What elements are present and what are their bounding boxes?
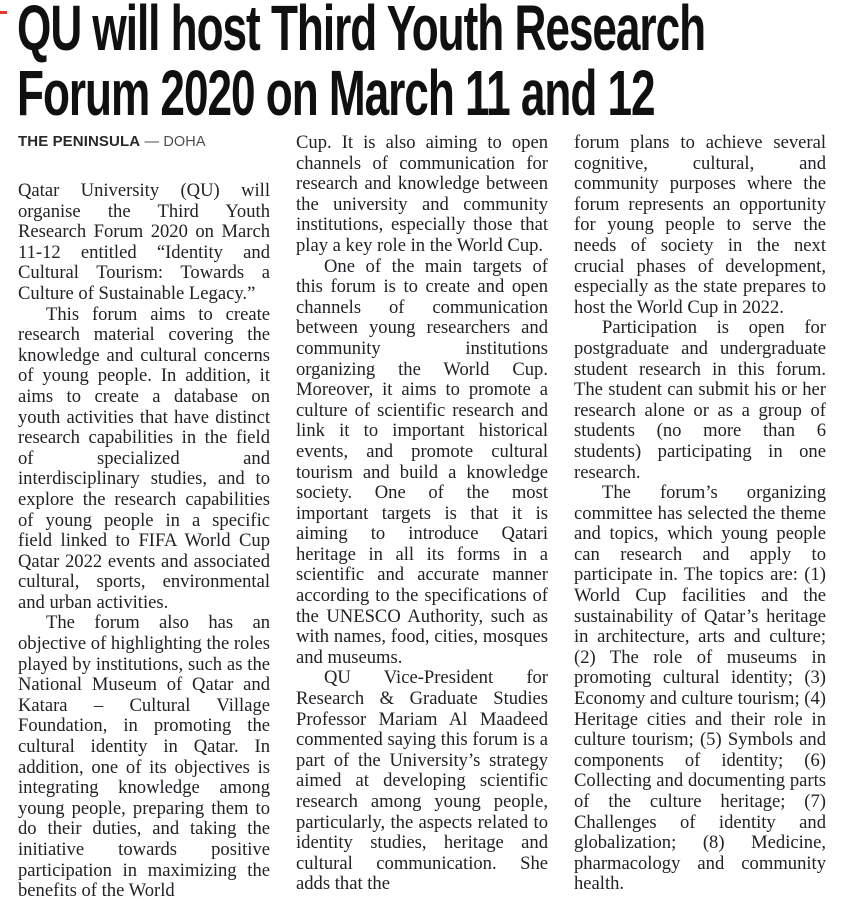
headline-line-1: QU will host Third Youth Research bbox=[17, 0, 706, 64]
paragraph: QU Vice-President for Research & Graduate Studies Professor Mariam Al Maadeed commented saying this forum is a part of the University’s strategy aimed at developing scientific research among young people, particularly, the aspects related to identity studies, heritage and cultural communication. She adds that the bbox=[296, 667, 548, 895]
byline-separator: — bbox=[144, 134, 160, 150]
paragraph: forum plans to achieve several cognitive, cultural, and community purposes where the forum represents an opportunity for young people to serve the needs of society in the next crucial phases of development, especially as the state prepares to host the World Cup in 2022. bbox=[574, 132, 826, 318]
paragraph: Participation is open for postgraduate and undergraduate student research in this forum. The student can submit his or her research alone or as a group of students (no more than 6 students) participating in one research. bbox=[574, 317, 826, 483]
column-3 bbox=[574, 133, 826, 902]
paragraph: The forum also has an objective of highlighting the roles played by institutions, such as the National Museum of Qatar and Katara – Cultural Village Foundation, in promoting the cultural identity in Qatar. In addition, one of its objectives is integrating knowledge among young people, preparing them to do their duties, and taking the initiative towards positive participation in maximizing the benefits of the World bbox=[18, 612, 270, 902]
paragraph: This forum aims to create research material covering the knowledge and cultural concerns of young people. In addition, it aims to create a database on youth activities that have distinct research capabilities in the field of specialized and interdisciplinary studies, and to explore the research capabilities of young people in a specific field linked to FIFA World Cup Qatar 2022 events and associated cultural, sports, environmental and urban activities. bbox=[18, 303, 270, 613]
byline bbox=[18, 133, 270, 151]
paragraph: Qatar University (QU) will organise the Third Youth Research Forum 2020 on March 11-12 entitled “Identity and Cultural Tourism: Towards a Culture of Sustainable Legacy.” bbox=[18, 180, 270, 304]
article-body bbox=[18, 133, 826, 902]
column-2 bbox=[296, 133, 548, 902]
article-headline bbox=[17, 0, 706, 129]
byline-source: THE PENINSULA bbox=[18, 133, 141, 150]
red-crop-mark bbox=[0, 11, 7, 14]
paragraph: Cup. It is also aiming to open channels of communication for research and knowledge between the university and community institutions, especially those that play a key role in the World Cup. bbox=[296, 132, 548, 256]
byline-location: DOHA bbox=[163, 134, 206, 150]
paragraph: One of the main targets of this forum is to create and open channels of communication between young researchers and community institutions organizing the World Cup. Moreover, it aims to promote a culture of scientific research and link it to important historical events, and promote cultural tourism and build a knowledge society. One of the most important targets is that it is aiming to introduce Qatari heritage in all its forms in a scientific and accurate manner according to the specifications of the UNESCO Authority, such as with names, food, cities, mosques and museums. bbox=[296, 255, 548, 668]
paragraph: The forum’s organizing committee has selected the theme and topics, which young people can research and apply to participate in. The topics are: (1) World Cup facilities and the sustainability of Qatar’s heritage in architecture, arts and culture; (2) The role of museums in promoting cultural identity; (3) Economy and culture tourism; (4) Heritage cities and their role in culture tourism; (5) Symbols and components of identity; (6) Collecting and documenting parts of the culture heritage; (7) Challenges of identity and globalization; (8) Medicine, pharmacology and community health. bbox=[574, 482, 826, 895]
headline-line-2: Forum 2020 on March 11 and 12 bbox=[17, 57, 655, 129]
column-1 bbox=[18, 133, 270, 902]
